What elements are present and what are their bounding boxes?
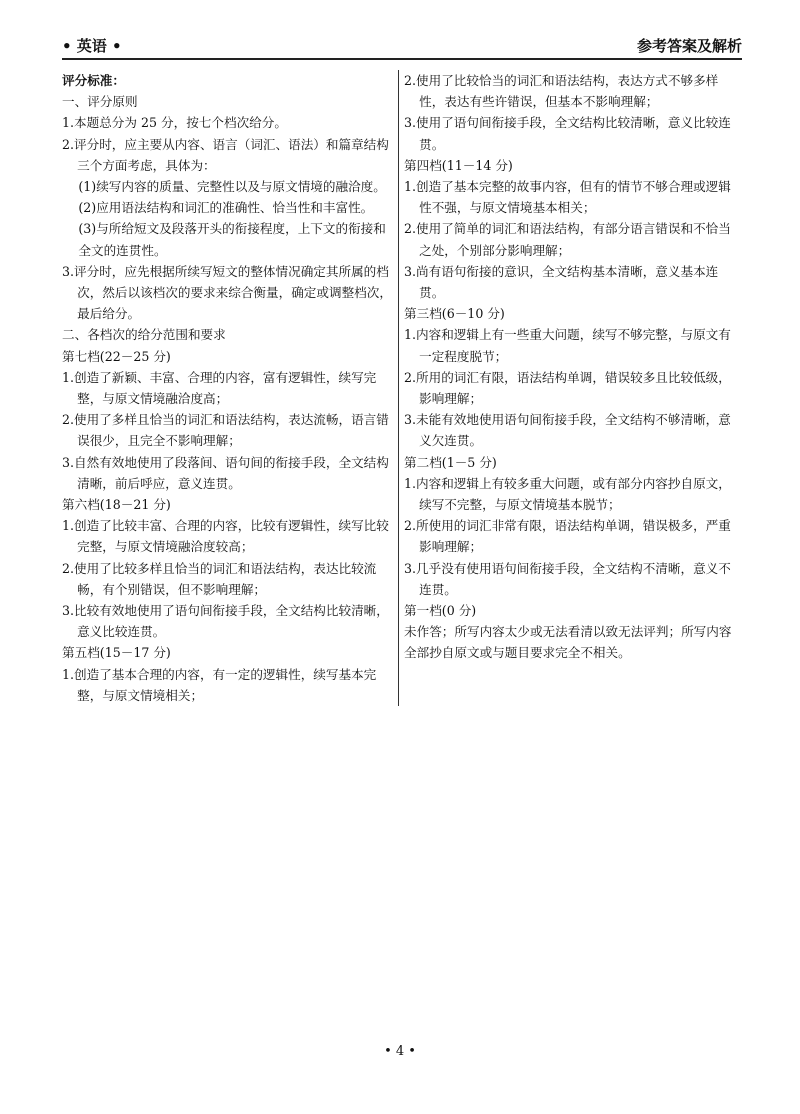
paragraph: 二、各档次的给分范围和要求	[62, 327, 226, 343]
paragraph: 第三档(6－10 分)	[404, 306, 505, 322]
paragraph: 2.使用了比较恰当的词汇和语法结构，表达方式不够多样性，表达有些许错误，但基本不影响理解；	[404, 73, 719, 110]
paragraph: 3.尚有语句衔接的意识，全文结构基本清晰，意义基本连贯。	[404, 263, 719, 301]
paragraph: 3.评分时，应先根据所续写短文的整体情况确定其所属的档次，然后以该档次的要求来综合衡量，确定或调整档次，最后给分。	[62, 263, 392, 322]
paragraph: 未作答；所写内容太少或无法看清以致无法评判；所写内容全部抄自原文或与题目要求完全不相关。	[404, 624, 732, 661]
paragraph: 2.评分时，应主要从内容、语言（词汇、语法）和篇章结构三个方面考虑，具体为：	[62, 136, 389, 173]
paragraph: 2.所用的词汇有限，语法结构单调，错误较多且比较低级，影响理解；	[404, 369, 731, 407]
paragraph: 1.创造了新颖、丰富、合理的内容，富有逻辑性，续写完整，与原文情境融洽度高；	[62, 369, 377, 407]
paragraph: 3.几乎没有使用语句间衔接手段，全文结构不清晰，意义不连贯。	[404, 560, 731, 597]
paragraph: 第一档(0 分)	[404, 603, 477, 619]
paragraph: 第七档(22－25 分)	[62, 348, 171, 364]
paragraph: (3)与所给短文及段落开头的衔接程度，上下文的衔接和全文的连贯性。	[78, 221, 386, 258]
section-title: 参考答案及解析	[636, 37, 742, 55]
paragraph: 第二档(1－5 分)	[404, 454, 497, 470]
paragraph: 3.自然有效地使用了段落间、语句间的衔接手段，全文结构清晰，前后呼应，意义连贯。	[62, 454, 389, 491]
paragraph: 1.创造了基本完整的故事内容，但有的情节不够合理或逻辑性不强，与原文情境基本相关；	[404, 179, 731, 216]
paragraph: 评分标准：	[62, 73, 125, 88]
left-column	[62, 70, 394, 706]
paragraph: 2.使用了比较多样且恰当的词汇和语法结构，表达比较流畅，有个别错误，但不影响理解；	[62, 560, 377, 597]
paragraph: 1.本题总分为 25 分，按七个档次给分。	[62, 115, 287, 131]
paragraph: 3.比较有效地使用了语句间衔接手段，全文结构比较清晰，意义比较连贯。	[62, 603, 389, 640]
paragraph: 1.内容和逻辑上有一些重大问题，续写不够完整，与原文有一定程度脱节；	[404, 327, 731, 364]
paragraph: 1.创造了基本合理的内容，有一定的逻辑性，续写基本完整，与原文情境相关；	[62, 666, 377, 703]
page-number: • 4 •	[384, 1044, 416, 1059]
column-divider	[398, 70, 399, 706]
paragraph: 2.所使用的词汇非常有限，语法结构单调，错误极多，严重影响理解；	[404, 518, 731, 555]
subject-label: • 英语 •	[62, 37, 122, 55]
paragraph: 1.内容和逻辑上有较多重大问题，或有部分内容抄自原文，续写不完整，与原文情境基本脱节；	[404, 475, 731, 513]
paragraph: 2.使用了简单的词汇和语法结构，有部分语言错误和不恰当之处，个别部分影响理解；	[404, 221, 731, 258]
paragraph: 3.使用了语句间衔接手段，全文结构比较清晰，意义比较连贯。	[404, 115, 731, 152]
page-header	[62, 30, 742, 60]
paragraph: 第四档(11－14 分)	[404, 157, 513, 173]
paragraph: 一、评分原则	[62, 94, 138, 110]
paragraph: 3.未能有效地使用语句间衔接手段，全文结构不够清晰，意义欠连贯。	[404, 412, 731, 449]
paragraph: 第六档(18－21 分)	[62, 497, 171, 513]
paragraph: 1.创造了比较丰富、合理的内容，比较有逻辑性，续写比较完整，与原文情境融洽度较高；	[62, 518, 389, 555]
paragraph: 2.使用了多样且恰当的词汇和语法结构，表达流畅，语言错误很少，且完全不影响理解；	[62, 412, 389, 449]
paragraph: (1)续写内容的质量、完整性以及与原文情境的融洽度。	[78, 179, 386, 195]
right-column	[404, 70, 742, 664]
paragraph: (2)应用语法结构和词汇的准确性、恰当性和丰富性。	[78, 200, 374, 216]
paragraph: 第五档(15－17 分)	[62, 645, 171, 661]
